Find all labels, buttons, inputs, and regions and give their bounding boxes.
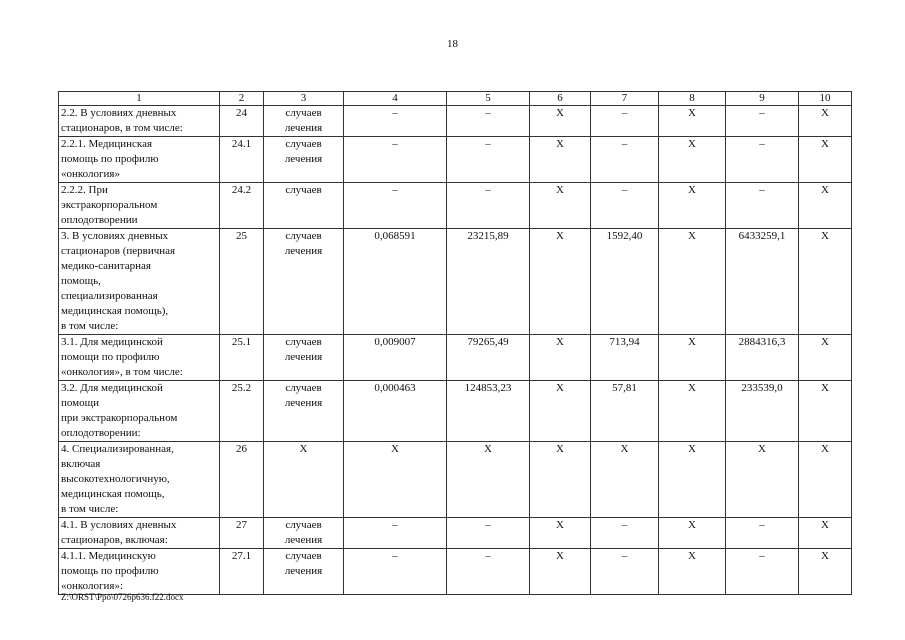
cell-col-10-value: Х — [799, 442, 852, 518]
cell-col-9-value: – — [726, 518, 799, 549]
cell-col-7-value: – — [591, 137, 659, 183]
table-row — [59, 183, 852, 229]
column-header-6: 6 — [530, 92, 591, 106]
table-row — [59, 381, 852, 442]
cell-row-code: 27 — [220, 518, 264, 549]
table-row — [59, 137, 852, 183]
column-header-8: 8 — [659, 92, 726, 106]
cell-unit: случаев лечения — [264, 335, 344, 381]
cell-col-7-value: – — [591, 183, 659, 229]
cell-col-9-value: – — [726, 549, 799, 595]
cell-col-4-value: – — [344, 518, 447, 549]
cell-col-9-value: Х — [726, 442, 799, 518]
cell-col-6-value: Х — [530, 549, 591, 595]
cell-col-7-value: – — [591, 549, 659, 595]
cell-col-4-value: – — [344, 106, 447, 137]
cell-col-9-value: – — [726, 183, 799, 229]
cell-col-10-value: Х — [799, 183, 852, 229]
cell-col-6-value: Х — [530, 518, 591, 549]
cell-col-7-value: Х — [591, 442, 659, 518]
cell-col-9-value: 6433259,1 — [726, 229, 799, 335]
column-header-10: 10 — [799, 92, 852, 106]
cell-row-label: 4.1. В условиях дневных стационаров, включая: — [59, 518, 220, 549]
cell-col-5-value: – — [447, 518, 530, 549]
cell-col-4-value: – — [344, 137, 447, 183]
cell-col-4-value: – — [344, 183, 447, 229]
cell-col-6-value: Х — [530, 229, 591, 335]
cell-col-6-value: Х — [530, 335, 591, 381]
cell-col-8-value: Х — [659, 381, 726, 442]
cell-col-10-value: Х — [799, 549, 852, 595]
cell-col-8-value: Х — [659, 518, 726, 549]
cell-unit: случаев лечения — [264, 518, 344, 549]
cell-col-10-value: Х — [799, 229, 852, 335]
column-header-2: 2 — [220, 92, 264, 106]
column-header-4: 4 — [344, 92, 447, 106]
cell-row-label: 4. Специализированная, включая высокотехнологичную, медицинская помощь, в том числе: — [59, 442, 220, 518]
cell-row-label: 3.1. Для медицинской помощи по профилю «онкология», в том числе: — [59, 335, 220, 381]
cell-unit: Х — [264, 442, 344, 518]
cell-row-code: 25.2 — [220, 381, 264, 442]
cell-col-9-value: 2884316,3 — [726, 335, 799, 381]
cell-col-6-value: Х — [530, 442, 591, 518]
cell-col-9-value: – — [726, 137, 799, 183]
table-row — [59, 442, 852, 518]
column-header-1: 1 — [59, 92, 220, 106]
table-header-row — [59, 92, 852, 106]
cell-unit: случаев лечения — [264, 381, 344, 442]
cell-row-code: 24.2 — [220, 183, 264, 229]
cell-row-code: 25.1 — [220, 335, 264, 381]
cell-col-4-value: 0,000463 — [344, 381, 447, 442]
cell-row-code: 25 — [220, 229, 264, 335]
cell-row-label: 2.2.1. Медицинская помощь по профилю «онкология» — [59, 137, 220, 183]
cell-col-7-value: – — [591, 518, 659, 549]
cell-col-8-value: Х — [659, 229, 726, 335]
cell-col-6-value: Х — [530, 137, 591, 183]
table-row — [59, 518, 852, 549]
cell-col-8-value: Х — [659, 106, 726, 137]
cell-col-10-value: Х — [799, 381, 852, 442]
cell-col-5-value: Х — [447, 442, 530, 518]
footer-file-path: Z:\ORST\Ppo\0726p636.f22.docx — [61, 592, 184, 602]
cell-col-5-value: – — [447, 549, 530, 595]
cell-row-code: 24 — [220, 106, 264, 137]
data-table — [58, 91, 852, 595]
cell-col-10-value: Х — [799, 137, 852, 183]
table-row — [59, 229, 852, 335]
table-row — [59, 549, 852, 595]
cell-col-5-value: 124853,23 — [447, 381, 530, 442]
cell-col-8-value: Х — [659, 183, 726, 229]
cell-row-label: 2.2.2. При экстракорпоральном оплодотворении — [59, 183, 220, 229]
cell-col-4-value: 0,068591 — [344, 229, 447, 335]
cell-col-5-value: 79265,49 — [447, 335, 530, 381]
cell-row-code: 26 — [220, 442, 264, 518]
cell-col-5-value: 23215,89 — [447, 229, 530, 335]
cell-col-7-value: 57,81 — [591, 381, 659, 442]
cell-col-4-value: – — [344, 549, 447, 595]
cell-col-8-value: Х — [659, 442, 726, 518]
cell-unit: случаев лечения — [264, 229, 344, 335]
cell-col-9-value: – — [726, 106, 799, 137]
column-header-9: 9 — [726, 92, 799, 106]
cell-col-6-value: Х — [530, 381, 591, 442]
cell-row-label: 3.2. Для медицинской помощи при экстракорпоральном оплодотворении: — [59, 381, 220, 442]
cell-row-code: 24.1 — [220, 137, 264, 183]
cell-col-4-value: 0,009007 — [344, 335, 447, 381]
cell-unit: случаев лечения — [264, 549, 344, 595]
cell-col-5-value: – — [447, 183, 530, 229]
cell-col-5-value: – — [447, 137, 530, 183]
cell-col-5-value: – — [447, 106, 530, 137]
table-row — [59, 106, 852, 137]
cell-col-6-value: Х — [530, 106, 591, 137]
cell-unit: случаев лечения — [264, 106, 344, 137]
table-body — [59, 106, 852, 595]
column-header-7: 7 — [591, 92, 659, 106]
cell-col-4-value: Х — [344, 442, 447, 518]
cell-col-10-value: Х — [799, 335, 852, 381]
cell-col-6-value: Х — [530, 183, 591, 229]
cell-col-8-value: Х — [659, 335, 726, 381]
table-row — [59, 335, 852, 381]
cell-row-label: 4.1.1. Медицинскую помощь по профилю «онкология»: — [59, 549, 220, 595]
cell-row-label: 3. В условиях дневных стационаров (первичная медико-санитарная помощь, специализированная медицинская помощь), в том числе: — [59, 229, 220, 335]
cell-col-7-value: 1592,40 — [591, 229, 659, 335]
cell-row-code: 27.1 — [220, 549, 264, 595]
page-number: 18 — [447, 38, 458, 50]
cell-col-8-value: Х — [659, 137, 726, 183]
column-header-5: 5 — [447, 92, 530, 106]
cell-row-label: 2.2. В условиях дневных стационаров, в том числе: — [59, 106, 220, 137]
cell-unit: случаев лечения — [264, 137, 344, 183]
cell-col-8-value: Х — [659, 549, 726, 595]
cell-col-7-value: 713,94 — [591, 335, 659, 381]
cell-col-10-value: Х — [799, 106, 852, 137]
cell-col-10-value: Х — [799, 518, 852, 549]
column-header-3: 3 — [264, 92, 344, 106]
cell-col-9-value: 233539,0 — [726, 381, 799, 442]
cell-unit: случаев — [264, 183, 344, 229]
cell-col-7-value: – — [591, 106, 659, 137]
